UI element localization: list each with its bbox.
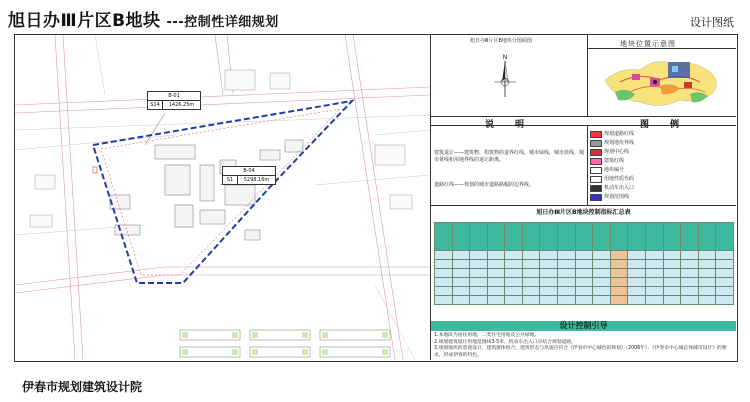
notes-item-2: 道路红线——规划的城市道路路幅的边界线。 [434, 182, 535, 188]
parcel-b01-type: S14 [148, 101, 163, 109]
location-panel-title: 地块位置示意图 [620, 40, 676, 48]
legend-swatch [590, 185, 602, 192]
document-type-label: 设计图纸 [690, 16, 734, 29]
legend-item: 地块编号 [590, 166, 730, 175]
legend-swatch [590, 131, 602, 138]
site-plan-map [15, 35, 430, 360]
legend-heading: 图 例 [640, 120, 686, 130]
legend-swatch [590, 149, 602, 156]
guide-title: 设计控制引导 [431, 321, 736, 331]
legend-item: 规划地块界线 [590, 139, 730, 148]
notes-heading: 说 明 [485, 120, 531, 130]
title-main: 旭日办Ⅲ片区B地块 [8, 11, 161, 31]
legend-item: 规划中心线 [590, 148, 730, 157]
legend-item: 建筑红线 [590, 157, 730, 166]
svg-text:N: N [502, 55, 508, 61]
legend-list [590, 130, 730, 202]
legend-item: 规划范围线 [590, 193, 730, 202]
institute-name: 伊春市规划建筑设计院 [22, 380, 143, 394]
page-title [8, 6, 279, 31]
parcel-label-b01 [147, 91, 201, 110]
guide-item: 2.规划建筑退让用地范围线3-5米，机动车出入口应结合规划道路。 [434, 339, 576, 345]
north-arrow-icon [490, 52, 520, 100]
legend-swatch [590, 158, 602, 165]
control-table-title: 旭日办Ⅲ片区B地块控制指标汇总表 [536, 209, 631, 216]
legend-swatch [590, 167, 602, 174]
control-table [434, 222, 734, 305]
guide-item: 1.本地段为居住用地，二类住宅用地及公共绿地。 [434, 333, 540, 338]
parcel-b04-value: 5298.16m [243, 177, 270, 183]
legend-item: 用地性质代码 [590, 175, 730, 184]
parcel-b01-value: 1426.25m [168, 102, 195, 108]
legend-swatch [590, 140, 602, 147]
guide-item: 3.规划地块的景观设计、建筑群体组合，建筑形态与风貌应符合《伊春市中心城色彩规划》（2006年）、《伊春市中心城总体城市设计》的要求，形成伊春的特色。 [434, 346, 727, 358]
notes-item-1: 建筑退让——建筑物、构筑物的退界红线，城市绿线，城市蓝线，城市黄线和用地界线的退让距离。 [434, 150, 585, 163]
title-subtitle: ---控制性详细规划 [166, 15, 279, 30]
legend-swatch [590, 176, 602, 183]
legend-item: 规划道路红线 [590, 130, 730, 139]
parcel-label-b04 [222, 166, 276, 185]
legend-swatch [590, 194, 602, 201]
plan-panel-label: 旭日办Ⅲ片区B地块分图面图 [470, 38, 532, 44]
parcel-b04-type: S1 [223, 176, 238, 184]
guide-body [434, 333, 734, 359]
parcel-b04-code: B-04 [223, 167, 275, 176]
legend-item: 机动车出入口 [590, 184, 730, 193]
parcel-b01-code: B-01 [148, 92, 200, 101]
location-map [600, 52, 725, 114]
